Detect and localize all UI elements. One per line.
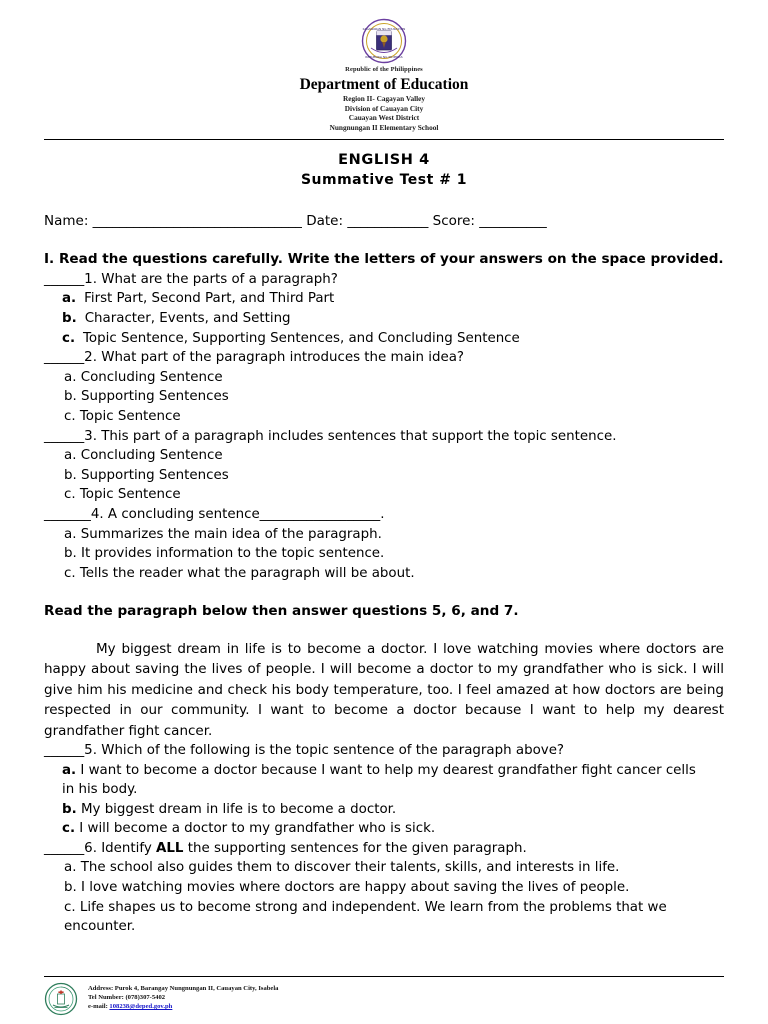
option-letter: a. bbox=[64, 526, 77, 542]
department-title: Department of Education bbox=[299, 76, 469, 93]
option-letter: a. bbox=[62, 291, 77, 307]
footer-divider bbox=[44, 976, 724, 977]
question-3-option-a[interactable] bbox=[44, 446, 724, 466]
question-3-text: 3. This part of a paragraph includes sentences that support the topic sentence. bbox=[84, 428, 617, 444]
name-blank[interactable]: _______________________________ bbox=[92, 213, 302, 230]
option-letter: c. bbox=[64, 565, 76, 581]
question-4-option-a[interactable] bbox=[44, 525, 724, 545]
option-text: Summarizes the main idea of the paragraph. bbox=[80, 526, 382, 542]
answer-blank-5[interactable]: ______ bbox=[44, 742, 85, 758]
option-text: Supporting Sentences bbox=[81, 467, 229, 483]
option-letter: b. bbox=[62, 801, 77, 817]
test-title-block bbox=[44, 150, 724, 190]
question-3-option-c[interactable] bbox=[44, 485, 724, 505]
footer-address: Address: Purok 4, Barangay Nungnungan II, Cauayan City, Isabela bbox=[88, 985, 279, 992]
question-6 bbox=[44, 839, 724, 859]
option-text: Life shapes us to become strong and independent. We learn from the problems that we encounter. bbox=[64, 899, 671, 935]
document-header bbox=[44, 0, 724, 132]
option-text: Topic Sentence bbox=[79, 487, 181, 503]
passage-heading: Read the paragraph below then answer questions 5, 6, and 7. bbox=[44, 603, 519, 620]
division-line: Division of Cauayan City bbox=[344, 103, 424, 113]
question-3 bbox=[44, 427, 724, 447]
option-text: Concluding Sentence bbox=[80, 369, 223, 385]
reading-passage: My biggest dream in life is to become a doctor. I love watching movies where doctors are happy about saving the lives of people. I will become a doctor to my grandfather who is sick. I will give him his medicine and check his body temperature, too. I feel amazed at how doctors are being respected in our community. I want to become a doctor because I want to help my dearest grandfather fight cancer. bbox=[44, 640, 724, 739]
date-label: Date: bbox=[301, 213, 348, 230]
instruction-text: I. Read the questions carefully. Write the letters of your answers on the space provided. bbox=[44, 251, 724, 268]
option-letter: a. bbox=[62, 762, 77, 778]
question-2-option-b[interactable] bbox=[44, 387, 724, 407]
question-6-emphasis: ALL bbox=[156, 840, 184, 856]
option-text: Tells the reader what the paragraph will be about. bbox=[79, 565, 415, 581]
question-5 bbox=[44, 741, 724, 761]
answer-blank-3[interactable]: ______ bbox=[44, 428, 85, 444]
subject-title: ENGLISH 4 bbox=[338, 152, 430, 169]
question-5-option-a[interactable] bbox=[44, 761, 724, 800]
option-letter: b. bbox=[64, 467, 77, 483]
option-letter: c. bbox=[64, 899, 76, 915]
footer-tel: Tel Number: (078)307-5402 bbox=[88, 994, 166, 1002]
district-line: Cauayan West District bbox=[348, 113, 420, 123]
option-text: Supporting Sentences bbox=[81, 389, 229, 405]
option-letter: c. bbox=[62, 330, 76, 346]
option-letter: c. bbox=[64, 409, 76, 425]
region-line: Region II- Cagayan Valley bbox=[342, 94, 426, 103]
option-text: I love watching movies where doctors are happy about saving the lives of people. bbox=[81, 880, 630, 896]
name-label: Name: bbox=[44, 213, 93, 230]
questions-part-two bbox=[44, 741, 724, 937]
question-4-option-b[interactable] bbox=[44, 544, 724, 564]
footer-contact-info bbox=[88, 982, 278, 1012]
option-letter: b. bbox=[64, 389, 77, 405]
option-text: Topic Sentence bbox=[79, 409, 181, 425]
question-5-option-c[interactable] bbox=[44, 819, 724, 839]
question-1 bbox=[44, 270, 724, 290]
question-2 bbox=[44, 348, 724, 368]
option-text: Concluding Sentence bbox=[80, 448, 223, 464]
test-title: Summative Test # 1 bbox=[300, 172, 468, 189]
svg-text:REPUBLIKA NG PILIPINAS: REPUBLIKA NG PILIPINAS bbox=[365, 55, 403, 59]
question-3-option-b[interactable] bbox=[44, 466, 724, 486]
option-text: I want to become a doctor because I want to help my dearest grandfather fight cancer cells in his body. bbox=[62, 762, 718, 798]
question-1-text: 1. What are the parts of a paragraph? bbox=[84, 271, 338, 287]
answer-blank-2[interactable]: ______ bbox=[44, 350, 85, 366]
question-2-option-a[interactable] bbox=[44, 368, 724, 388]
answer-blank-1[interactable]: ______ bbox=[44, 271, 85, 287]
option-letter: b. bbox=[64, 880, 77, 896]
question-1-option-c[interactable] bbox=[44, 329, 724, 349]
question-6-text-before: 6. Identify bbox=[84, 840, 157, 856]
question-5-option-b[interactable] bbox=[44, 800, 724, 820]
question-6-text-after: the supporting sentences for the given paragraph. bbox=[183, 840, 527, 856]
question-6-option-b[interactable] bbox=[44, 878, 724, 898]
question-4-option-c[interactable] bbox=[44, 564, 724, 584]
option-text: My biggest dream in life is to become a doctor. bbox=[80, 801, 397, 817]
option-letter: a. bbox=[64, 369, 77, 385]
option-letter: a. bbox=[64, 860, 77, 876]
republic-line: Republic of the Philippines bbox=[345, 66, 423, 73]
question-4 bbox=[44, 505, 724, 525]
questions-part-one bbox=[44, 270, 724, 584]
question-6-option-c[interactable] bbox=[44, 898, 724, 937]
date-blank[interactable]: ____________ bbox=[347, 213, 429, 230]
option-text: It provides information to the topic sentence. bbox=[81, 546, 385, 562]
option-text: Topic Sentence, Supporting Sentences, and Concluding Sentence bbox=[83, 330, 520, 346]
answer-blank-6[interactable]: ______ bbox=[44, 840, 85, 856]
svg-text:KAGAWARAN NG EDUKASYON: KAGAWARAN NG EDUKASYON bbox=[362, 27, 406, 31]
question-1-option-b[interactable] bbox=[44, 309, 724, 329]
question-2-option-c[interactable] bbox=[44, 407, 724, 427]
question-5-text: 5. Which of the following is the topic sentence of the paragraph above? bbox=[84, 742, 565, 758]
school-line: Nungnungan II Elementary School bbox=[329, 122, 439, 132]
option-text: The school also guides them to discover their talents, skills, and interests in life. bbox=[80, 860, 620, 876]
footer-email-link[interactable]: 108238@deped.gov.ph bbox=[109, 1003, 173, 1011]
option-letter: b. bbox=[64, 546, 77, 562]
option-letter: c. bbox=[64, 487, 76, 503]
option-text: Character, Events, and Setting bbox=[84, 311, 291, 327]
question-4-text: 4. A concluding sentence__________________. bbox=[90, 507, 385, 522]
option-text: I will become a doctor to my grandfather who is sick. bbox=[79, 821, 436, 837]
student-info-row bbox=[44, 212, 724, 230]
footer-email-row bbox=[88, 1002, 278, 1011]
header-divider bbox=[44, 139, 724, 140]
score-label[interactable]: Score: __________ bbox=[428, 213, 547, 230]
option-letter: c. bbox=[62, 821, 76, 837]
option-text: First Part, Second Part, and Third Part bbox=[84, 291, 335, 307]
school-logo-icon bbox=[44, 982, 78, 1016]
document-footer bbox=[44, 976, 724, 1016]
option-letter: b. bbox=[62, 311, 77, 327]
question-1-option-a[interactable] bbox=[44, 289, 724, 309]
question-6-option-a[interactable] bbox=[44, 858, 724, 878]
answer-blank-4[interactable]: _______ bbox=[44, 507, 91, 522]
question-2-text: 2. What part of the paragraph introduces the main idea? bbox=[84, 350, 465, 366]
footer-email-label: e-mail: bbox=[88, 1003, 110, 1011]
option-letter: a. bbox=[64, 448, 77, 464]
deped-seal-icon bbox=[361, 18, 407, 64]
